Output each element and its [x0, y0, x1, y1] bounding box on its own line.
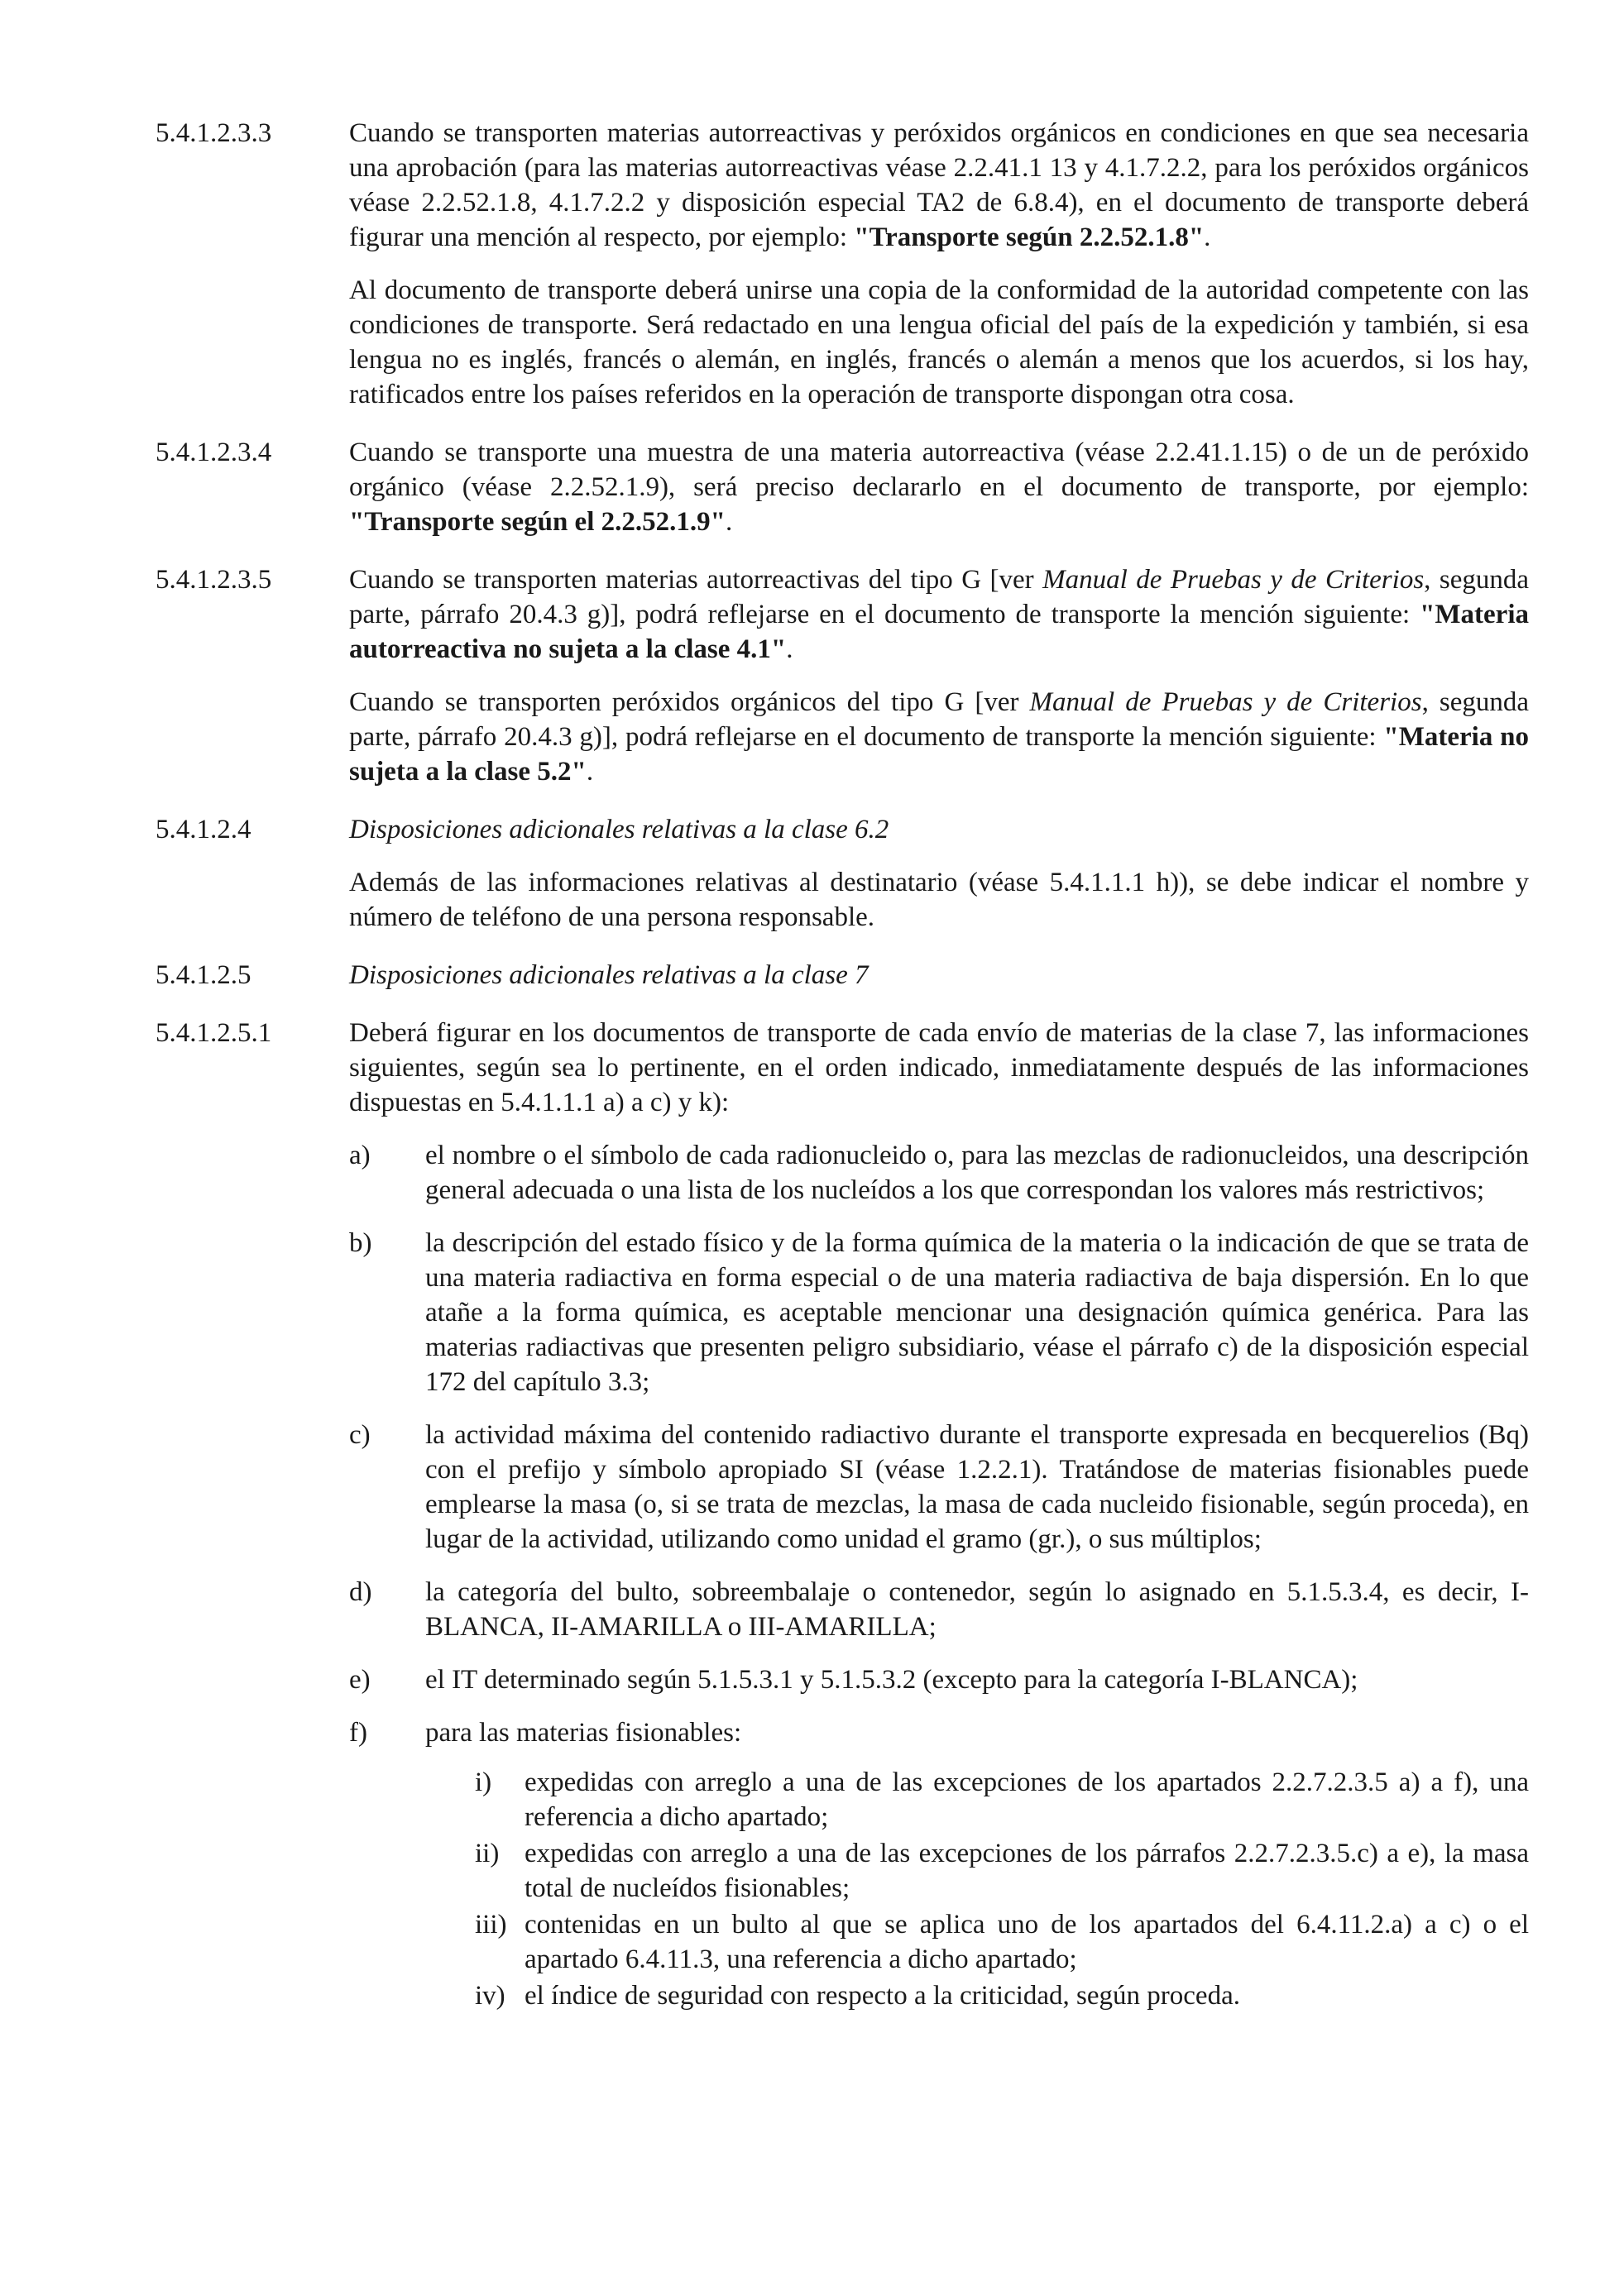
sub-list-item [475, 1765, 1529, 1834]
sub-item-text: expedidas con arreglo a una de las excepciones de los párrafos 2.2.7.2.3.5.c) a e), la masa total de nucleídos fisionables; [525, 1839, 1529, 1903]
section-body [349, 1016, 1529, 2013]
italic-reference: Manual de Pruebas y de Criterios [1042, 565, 1425, 595]
section-5-4-1-2-3-4 [0, 435, 1624, 539]
bold-mention: "Materia autorreactiva no sujeta a la clase 4.1" [349, 600, 1529, 664]
section-title: Disposiciones adicionales relativas a la clase 6.2 [349, 815, 889, 844]
list-item [349, 1418, 1529, 1557]
sub-item-text: contenidas en un bulto al que se aplica uno de los apartados del 6.4.11.2.a) a c) o el apartado 6.4.11.3, una referencia a dicho apartado; [525, 1910, 1529, 1974]
section-number: 5.4.1.2.5.1 [156, 1018, 272, 1048]
item-text: la descripción del estado físico y de la forma química de la materia o la indicación de que se trata de una materia radiactiva en forma especial o de una materia radiactiva de baja dispersión. En lo que atañe a la forma química, es aceptable mencionar una designación química genérica. Para las materias radiactivas que presenten peligro subsidiario, véase el párrafo c) de la disposición especial 172 del capítulo 3.3; [425, 1228, 1529, 1397]
paragraph: Cuando se transporte una muestra de una materia autorreactiva (véase 2.2.41.1.15) o de un de peróxido orgánico (véase 2.2.52.1.9), será preciso declararlo en el documento de transporte, por ejemplo: "Transporte según el 2.2.52.1.9". [349, 438, 1529, 537]
bold-mention: "Transporte según 2.2.52.1.8" [854, 222, 1205, 252]
section-5-4-1-2-3-5 [0, 562, 1624, 789]
sub-item-list [425, 1765, 1529, 2013]
section-5-4-1-2-5-1 [0, 1016, 1624, 2013]
sub-item-label: iii) [475, 1910, 507, 1940]
section-body [349, 812, 1529, 935]
paragraph: Cuando se transporten materias autorreactivas del tipo G [ver Manual de Pruebas y de Criterios, segunda parte, párrafo 20.4.3 g)], podrá reflejarse en el documento de transporte la mención siguiente: "Materia autorreactiva no sujeta a la clase 4.1". [349, 565, 1530, 664]
sub-list-item [475, 1836, 1529, 1906]
item-label: d) [349, 1577, 372, 1607]
section-body [349, 116, 1529, 412]
section-body [349, 958, 1529, 993]
section-5-4-1-2-5 [0, 958, 1624, 993]
sub-item-label: iv) [475, 1981, 505, 2011]
item-text: el IT determinado según 5.1.5.3.1 y 5.1.5.3.2 (excepto para la categoría I-BLANCA); [425, 1665, 1358, 1695]
item-text: el nombre o el símbolo de cada radionucleido o, para las mezclas de radionucleidos, una descripción general adecuada o una lista de los nucleídos a los que correspondan los valores más restrictivos; [425, 1141, 1529, 1205]
list-item [349, 1138, 1529, 1208]
sub-item-text: el índice de seguridad con respecto a la criticidad, según proceda. [525, 1981, 1240, 2011]
paragraph: Además de las informaciones relativas al destinatario (véase 5.4.1.1.1 h)), se debe indicar el nombre y número de teléfono de una persona responsable. [349, 868, 1529, 932]
item-label: e) [349, 1665, 371, 1695]
section-number: 5.4.1.2.5 [156, 960, 252, 990]
sub-item-label: i) [475, 1767, 492, 1797]
item-label: a) [349, 1141, 371, 1170]
bold-mention: "Materia no sujeta a la clase 5.2" [349, 722, 1529, 787]
section-number: 5.4.1.2.3.3 [156, 118, 272, 148]
sub-list-item [475, 1978, 1529, 2013]
list-item [349, 1662, 1529, 1697]
section-number: 5.4.1.2.3.4 [156, 438, 272, 467]
document-page [0, 116, 1624, 2036]
list-item [349, 1226, 1529, 1399]
section-number: 5.4.1.2.4 [156, 815, 252, 844]
item-list [349, 1138, 1529, 2013]
paragraph: Cuando se transporten peróxidos orgánicos del tipo G [ver Manual de Pruebas y de Criterios, segunda parte, párrafo 20.4.3 g)], podrá reflejarse en el documento de transporte la mención siguiente: "Materia no sujeta a la clase 5.2". [349, 687, 1529, 787]
section-body [349, 562, 1529, 789]
section-number: 5.4.1.2.3.5 [156, 565, 272, 595]
sub-list-item [475, 1907, 1529, 1977]
section-5-4-1-2-4 [0, 812, 1624, 935]
list-item [349, 1715, 1529, 2013]
item-label: b) [349, 1228, 372, 1258]
list-item [349, 1575, 1529, 1644]
item-label: f) [349, 1718, 367, 1748]
italic-reference: Manual de Pruebas y de Criterios [1029, 687, 1422, 717]
paragraph: Deberá figurar en los documentos de transporte de cada envío de materias de la clase 7, las informaciones siguientes, según sea lo pertinente, en el orden indicado, inmediatamente después de las informaciones dispuestas en 5.4.1.1.1 a) a c) y k): [349, 1018, 1529, 1117]
item-text: la categoría del bulto, sobreembalaje o contenedor, según lo asignado en 5.1.5.3.4, es decir, I-BLANCA, II-AMARILLA o III-AMARILLA; [425, 1577, 1529, 1642]
sub-item-label: ii) [475, 1839, 500, 1868]
paragraph: Cuando se transporten materias autorreactivas y peróxidos orgánicos en condiciones en que sea necesaria una aprobación (para las materias autorreactivas véase 2.2.41.1 13 y 4.1.7.2.2, para los peróxidos orgánicos véase 2.2.52.1.8, 4.1.7.2.2 y disposición especial TA2 de 6.8.4), en el documento de transporte deberá figurar una mención al respecto, por ejemplo: "Transporte según 2.2.52.1.8". [349, 118, 1529, 252]
item-label: c) [349, 1420, 371, 1450]
section-body [349, 435, 1529, 539]
item-text: para las materias fisionables: [425, 1718, 742, 1748]
bold-mention: "Transporte según el 2.2.52.1.9" [349, 507, 726, 537]
item-text: la actividad máxima del contenido radiactivo durante el transporte expresada en becquerelios (Bq) con el prefijo y símbolo apropiado SI (véase 1.2.2.1). Tratándose de materias fisionables puede emplearse la masa (o, si se trata de mezclas, la masa de cada nucleido fisionable, según proceda), en lugar de la actividad, utilizando como unidad el gramo (gr.), o sus múltiplos; [425, 1420, 1529, 1554]
section-title: Disposiciones adicionales relativas a la clase 7 [349, 960, 869, 990]
sub-item-text: expedidas con arreglo a una de las excepciones de los apartados 2.2.7.2.3.5 a) a f), una referencia a dicho apartado; [525, 1767, 1529, 1832]
paragraph: Al documento de transporte deberá unirse una copia de la conformidad de la autoridad competente con las condiciones de transporte. Será redactado en una lengua oficial del país de la expedición y también, si esa lengua no es inglés, francés o alemán, en inglés, francés o alemán a menos que los acuerdos, si los hay, ratificados entre los países referidos en la operación de transporte dispongan otra cosa. [349, 275, 1529, 409]
section-5-4-1-2-3-3 [0, 116, 1624, 412]
